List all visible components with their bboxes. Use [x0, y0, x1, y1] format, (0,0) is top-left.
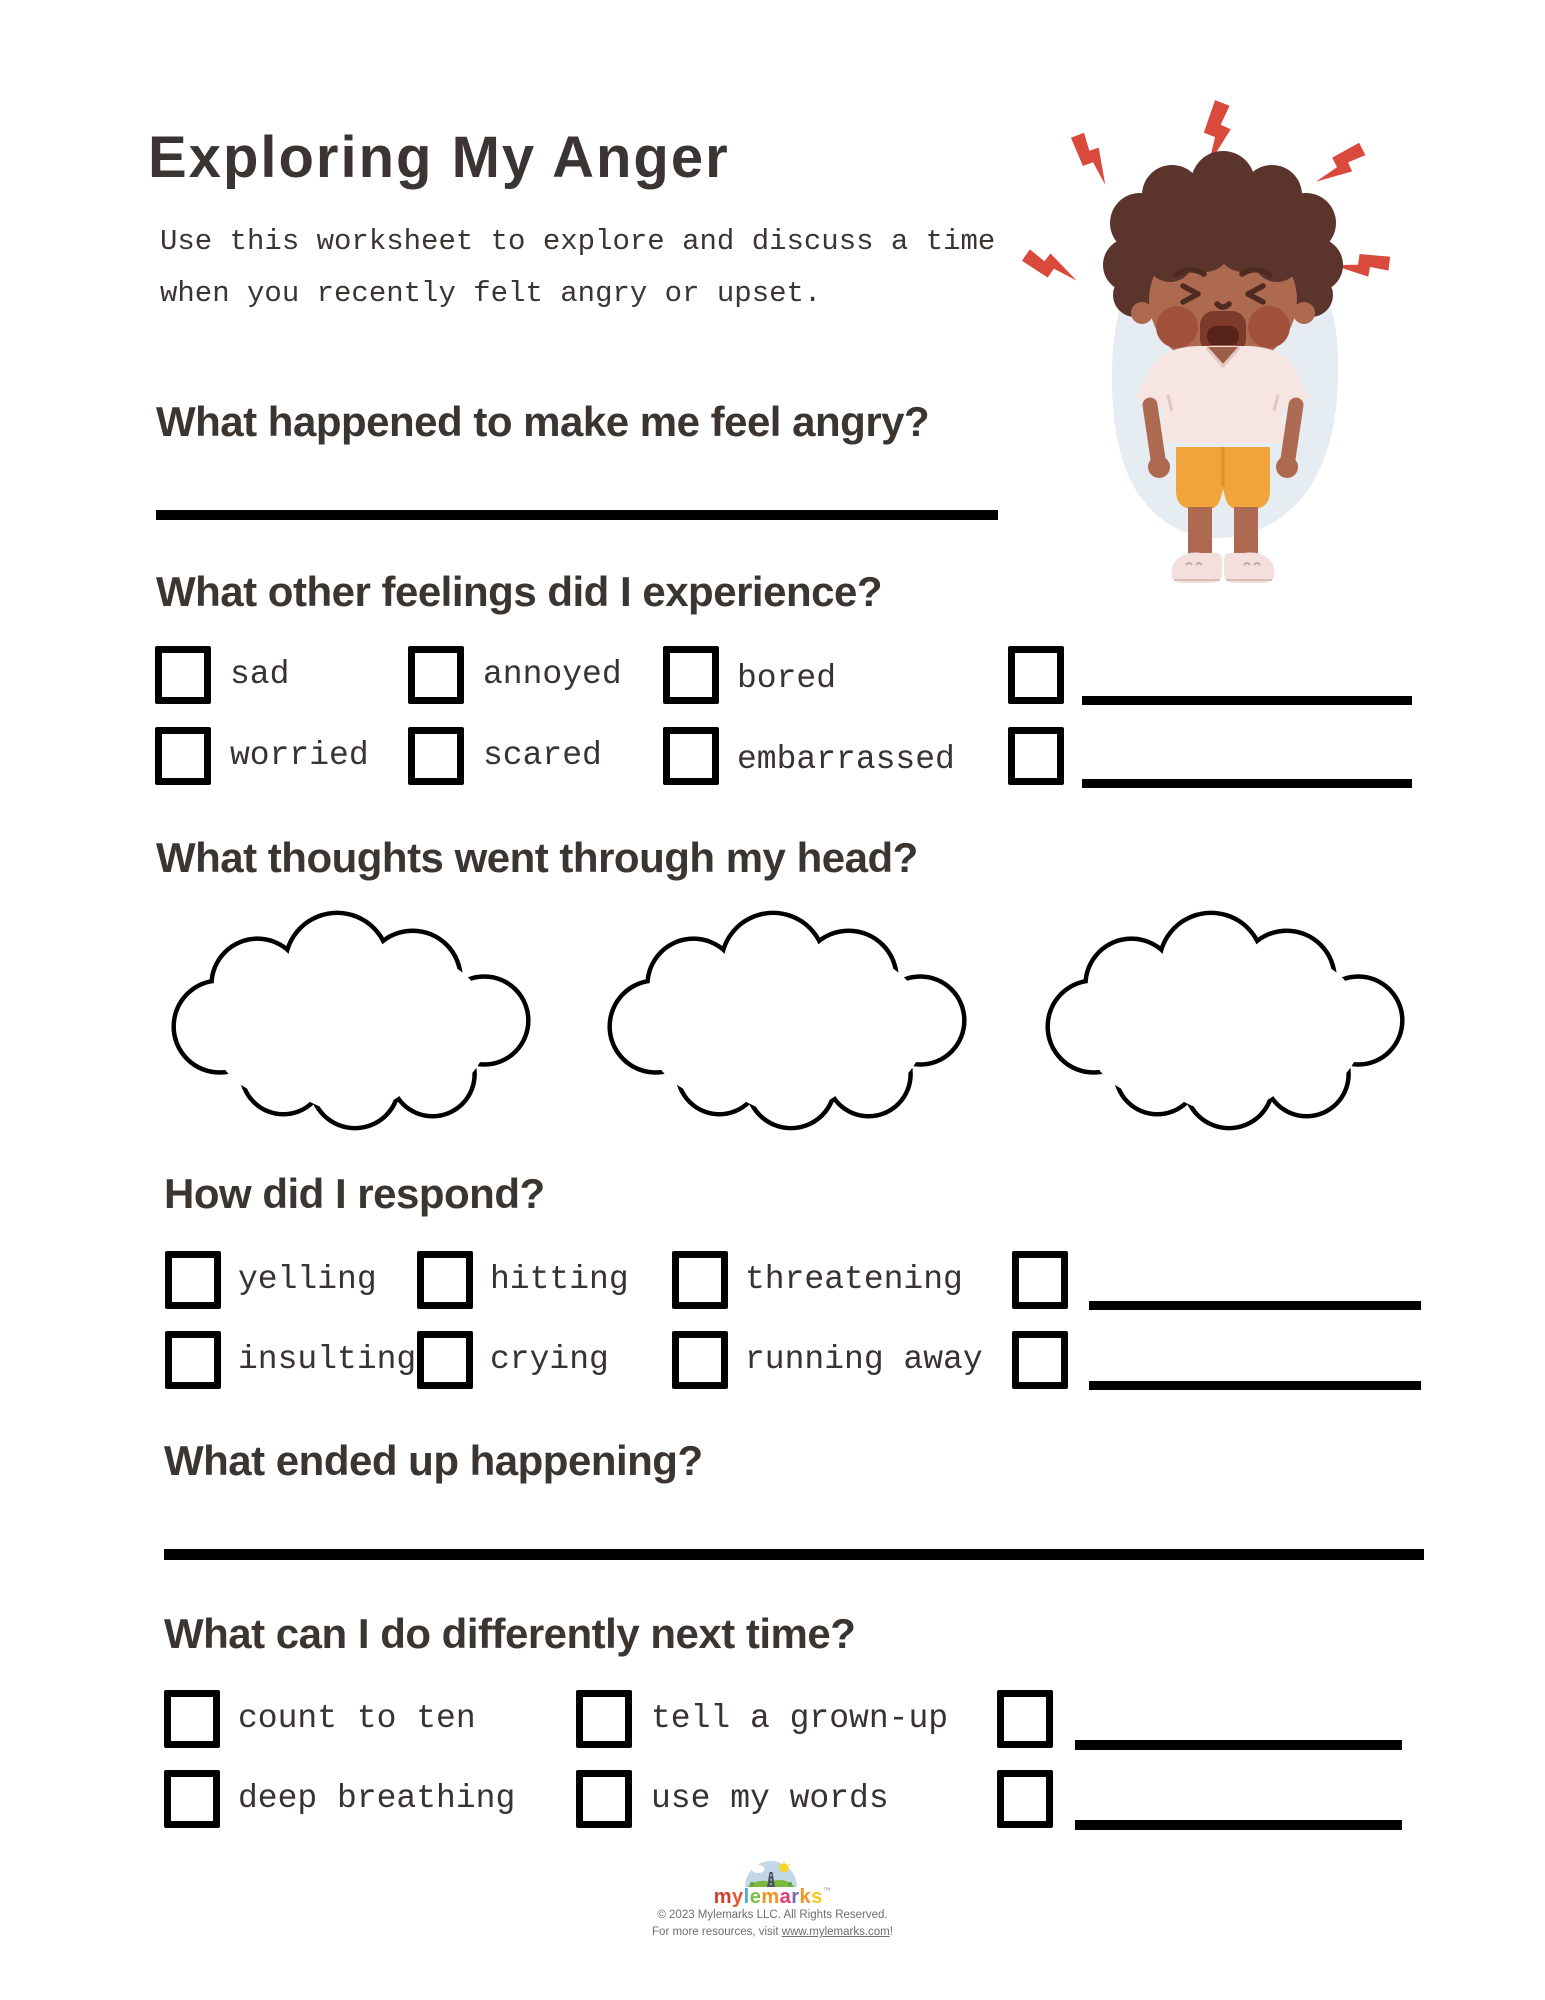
checkbox-crying[interactable] — [417, 1331, 473, 1389]
question-thoughts: What thoughts went through my head? — [156, 834, 918, 881]
checkbox-insulting[interactable] — [165, 1331, 221, 1389]
question-what-happened: What happened to make me feel angry? — [156, 398, 930, 445]
checkbox-label-worried: worried — [230, 737, 369, 774]
checkbox-annoyed[interactable] — [408, 646, 464, 704]
checkbox-label-scared: scared — [483, 737, 602, 774]
checkbox-other-strategy-2[interactable] — [997, 1770, 1053, 1828]
write-in-line-response-1[interactable] — [1089, 1301, 1421, 1310]
checkbox-yelling[interactable] — [165, 1251, 221, 1309]
resources-prefix: For more resources, visit — [652, 1926, 782, 1938]
resources-text — [0, 1926, 1545, 1938]
thought-cloud-1[interactable] — [156, 903, 544, 1137]
checkbox-label-tell-a-grown-up: tell a grown-up — [651, 1700, 949, 1737]
checkbox-deep-breathing[interactable] — [164, 1770, 220, 1828]
checkbox-bored[interactable] — [663, 646, 719, 704]
answer-line-ended[interactable] — [164, 1549, 1424, 1560]
copyright-text: © 2023 Mylemarks LLC. All Rights Reserved. — [657, 1909, 888, 1921]
question-other-feelings: What other feelings did I experience? — [156, 568, 882, 615]
checkbox-label-running-away: running away — [745, 1341, 983, 1378]
thought-cloud-3[interactable] — [1030, 903, 1418, 1137]
question-differently: What can I do differently next time? — [164, 1610, 856, 1657]
write-in-line-strategy-2[interactable] — [1075, 1820, 1402, 1830]
checkbox-label-sad: sad — [230, 656, 290, 693]
checkbox-label-deep-breathing: deep breathing — [238, 1780, 516, 1817]
answer-line-what-happened[interactable] — [156, 510, 998, 520]
checkbox-threatening[interactable] — [672, 1251, 728, 1309]
checkbox-label-yelling: yelling — [238, 1261, 377, 1298]
checkbox-other-strategy-1[interactable] — [997, 1690, 1053, 1748]
page-subtitle: Use this worksheet to explore and discuss a time when you recently felt angry or upset. — [160, 225, 996, 310]
checkbox-label-threatening: threatening — [745, 1261, 963, 1298]
resources-link[interactable]: www.mylemarks.com — [781, 1926, 890, 1938]
checkbox-label-count-to-ten: count to ten — [238, 1700, 476, 1737]
checkbox-label-insulting: insulting — [238, 1341, 417, 1378]
page-title: Exploring My Anger — [148, 125, 730, 190]
question-respond: How did I respond? — [164, 1170, 545, 1217]
checkbox-running-away[interactable] — [672, 1331, 728, 1389]
checkbox-scared[interactable] — [408, 727, 464, 785]
resources-suffix: ! — [889, 1926, 893, 1938]
checkbox-other-feeling-1[interactable] — [1008, 646, 1064, 704]
checkbox-label-bored: bored — [737, 660, 837, 697]
checkbox-other-response-1[interactable] — [1012, 1251, 1068, 1309]
checkbox-label-hitting: hitting — [490, 1261, 629, 1298]
checkbox-label-use-my-words: use my words — [651, 1780, 889, 1817]
mylemarks-logo-icon — [744, 1860, 798, 1888]
checkbox-label-embarrassed: embarrassed — [737, 741, 955, 778]
checkbox-label-crying: crying — [490, 1341, 609, 1378]
checkbox-worried[interactable] — [155, 727, 211, 785]
trademark-symbol: ™ — [822, 1886, 832, 1895]
write-in-line-strategy-1[interactable] — [1075, 1740, 1402, 1750]
write-in-line-feeling-2[interactable] — [1082, 779, 1412, 788]
checkbox-label-annoyed: annoyed — [483, 656, 622, 693]
question-ended: What ended up happening? — [164, 1437, 703, 1484]
checkbox-embarrassed[interactable] — [663, 727, 719, 785]
checkbox-tell-a-grown-up[interactable] — [576, 1690, 632, 1748]
checkbox-other-feeling-2[interactable] — [1008, 727, 1064, 785]
mylemarks-wordmark: mylemarks™ — [713, 1886, 832, 1908]
angry-boy-illustration — [1000, 95, 1420, 605]
checkbox-count-to-ten[interactable] — [164, 1690, 220, 1748]
checkbox-hitting[interactable] — [417, 1251, 473, 1309]
write-in-line-response-2[interactable] — [1089, 1381, 1421, 1390]
checkbox-use-my-words[interactable] — [576, 1770, 632, 1828]
checkbox-sad[interactable] — [155, 646, 211, 704]
thought-cloud-2[interactable] — [592, 903, 980, 1137]
write-in-line-feeling-1[interactable] — [1082, 696, 1412, 705]
checkbox-other-response-2[interactable] — [1012, 1331, 1068, 1389]
